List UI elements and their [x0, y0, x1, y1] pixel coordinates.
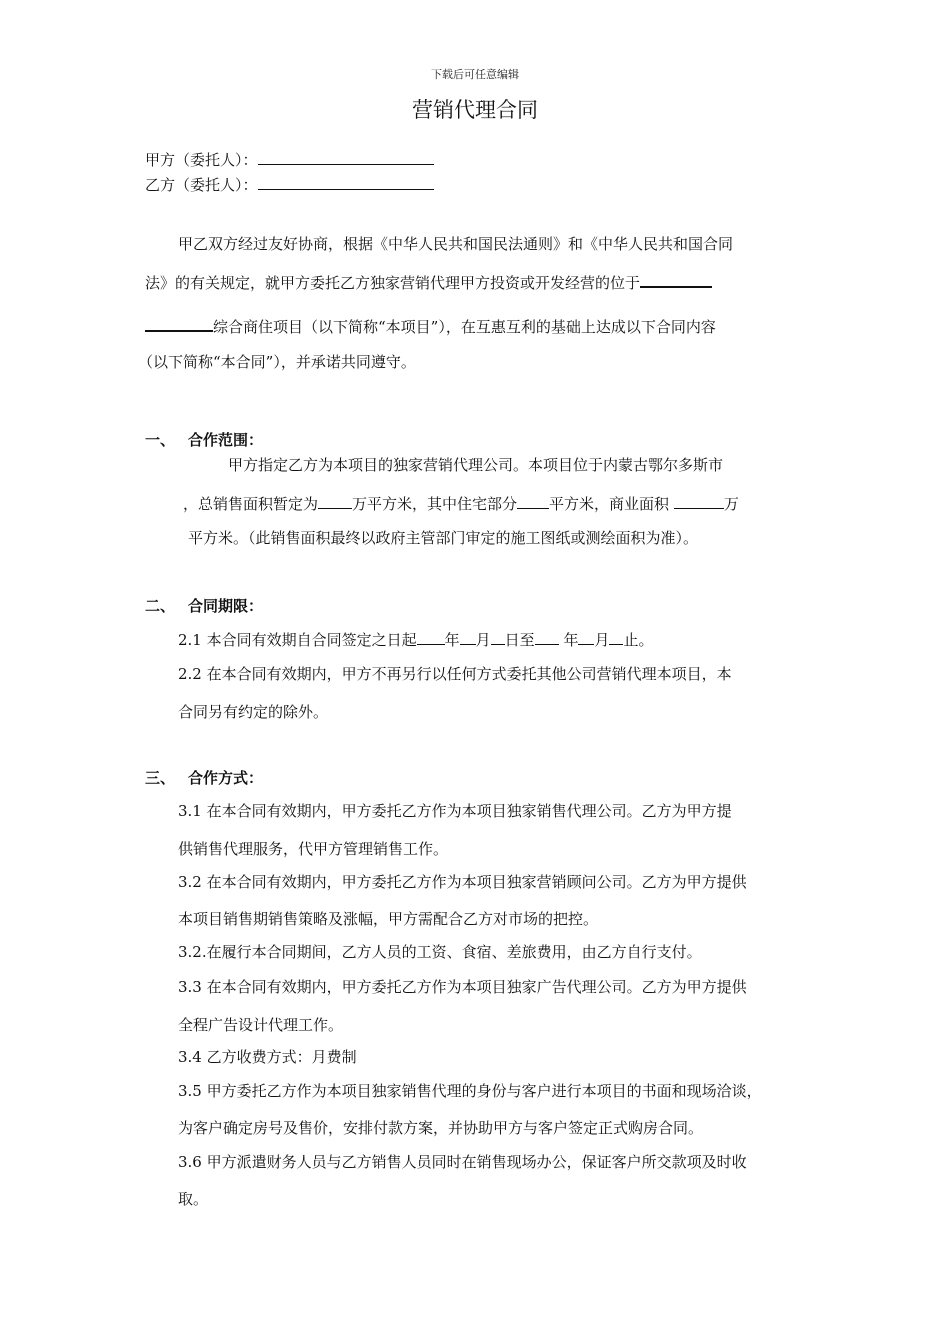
clause-3-1-line-2: 供销售代理服务，代甲方管理销售工作。: [178, 840, 449, 858]
end-month-blank: [578, 628, 594, 645]
end-day-blank: [609, 628, 623, 645]
preamble-line-2: [145, 270, 712, 293]
end-year-blank: [535, 628, 559, 645]
section-2-number: 二、: [145, 597, 176, 615]
clause-2-1: [178, 628, 653, 650]
clause-text: 年: [558, 631, 579, 649]
party-a-label: 甲方（委托人）：: [145, 151, 258, 169]
residential-area-blank: [517, 492, 549, 509]
clause-3-6-line-1: 3.6 甲方派遣财务人员与乙方销售人员同时在销售现场办公，保证客户所交款项及时收: [178, 1153, 747, 1171]
preamble-line-3: [145, 314, 716, 337]
clause-3-2-line-1: 3.2 在本合同有效期内，甲方委托乙方作为本项目独家营销顾问公司。乙方为甲方提供: [178, 873, 747, 891]
preamble-line-1: 甲乙双方经过友好协商，根据《中华人民共和国民法通则》和《中华人民共和国合同: [178, 235, 734, 253]
clause-3-6-line-2: 取。: [178, 1190, 209, 1208]
clause-3-5-line-2: 为客户确定房号及售价，安排付款方案，并协助甲方与客户签定正式购房合同。: [178, 1119, 704, 1137]
clause-3-2b: 3.2.在履行本合同期间，乙方人员的工资、食宿、差旅费用，由乙方自行支付。: [178, 943, 702, 961]
section-3-heading: 合作方式：: [188, 769, 264, 787]
clause-2-2-line-1: 2.2 在本合同有效期内，甲方不再另行以任何方式委托其他公司营销代理本项目，本: [178, 665, 732, 683]
section-2-heading: 合同期限：: [188, 597, 264, 615]
section-1-line-3: 平方米。（此销售面积最终以政府主管部门审定的施工图纸或测绘面积为准）。: [188, 529, 699, 547]
clause-text: 月: [475, 631, 491, 649]
start-year-blank: [417, 628, 445, 645]
party-b-line: [145, 173, 434, 195]
page-title: 营销代理合同: [412, 98, 538, 122]
clause-text: 月: [594, 631, 610, 649]
clause-text: 2.1 本合同有效期自合同签定之日起: [178, 631, 417, 649]
location-blank-cont: [145, 314, 213, 332]
party-a-line: [145, 148, 434, 170]
clause-3-5-line-1: 3.5 甲方委托乙方作为本项目独家销售代理的身份与客户进行本项目的书面和现场洽谈，: [178, 1082, 762, 1100]
start-day-blank: [491, 628, 505, 645]
preamble-text: 综合商住项目（以下简称“本项目”），在互惠互利的基础上达成以下合同内容: [213, 318, 716, 336]
party-b-label: 乙方（委托人）：: [145, 176, 258, 194]
section-1-line-2: [183, 492, 739, 514]
commercial-area-blank: [674, 492, 724, 509]
clause-3-4: 3.4 乙方收费方式：月费制: [178, 1048, 357, 1066]
section-1-text: 平方米，商业面积: [549, 495, 674, 513]
location-blank: [640, 270, 712, 288]
header-note: 下载后可任意编辑: [431, 68, 519, 81]
party-b-blank: [258, 173, 434, 190]
clause-3-1-line-1: 3.1 在本合同有效期内，甲方委托乙方作为本项目独家销售代理公司。乙方为甲方提: [178, 802, 732, 820]
clause-3-2-line-2: 本项目销售期销售策略及涨幅，甲方需配合乙方对市场的把控。: [178, 910, 599, 928]
section-1-text: 万平方米，其中住宅部分: [352, 495, 518, 513]
section-1-text: 万: [723, 495, 739, 513]
clause-3-3-line-1: 3.3 在本合同有效期内，甲方委托乙方作为本项目独家广告代理公司。乙方为甲方提供: [178, 978, 747, 996]
preamble-line-4: （以下简称“本合同”），并承诺共同遵守。: [138, 353, 416, 371]
section-1-heading: 合作范围：: [188, 431, 264, 449]
clause-text: 日至: [504, 631, 535, 649]
section-1-number: 一、: [145, 431, 176, 449]
preamble-text: 法》的有关规定，就甲方委托乙方独家营销代理甲方投资或开发经营的位于: [145, 274, 641, 292]
section-3-number: 三、: [145, 769, 176, 787]
start-month-blank: [460, 628, 476, 645]
section-1-text: ，总销售面积暂定为: [183, 495, 319, 513]
total-area-blank: [318, 492, 352, 509]
clause-2-2-line-2: 合同另有约定的除外。: [178, 703, 329, 721]
clause-3-3-line-2: 全程广告设计代理工作。: [178, 1016, 344, 1034]
party-a-blank: [258, 148, 434, 165]
clause-text: 止。: [623, 631, 654, 649]
section-1-line-1: 甲方指定乙方为本项目的独家营销代理公司。本项目位于内蒙古鄂尔多斯市: [228, 456, 724, 474]
clause-text: 年: [444, 631, 460, 649]
